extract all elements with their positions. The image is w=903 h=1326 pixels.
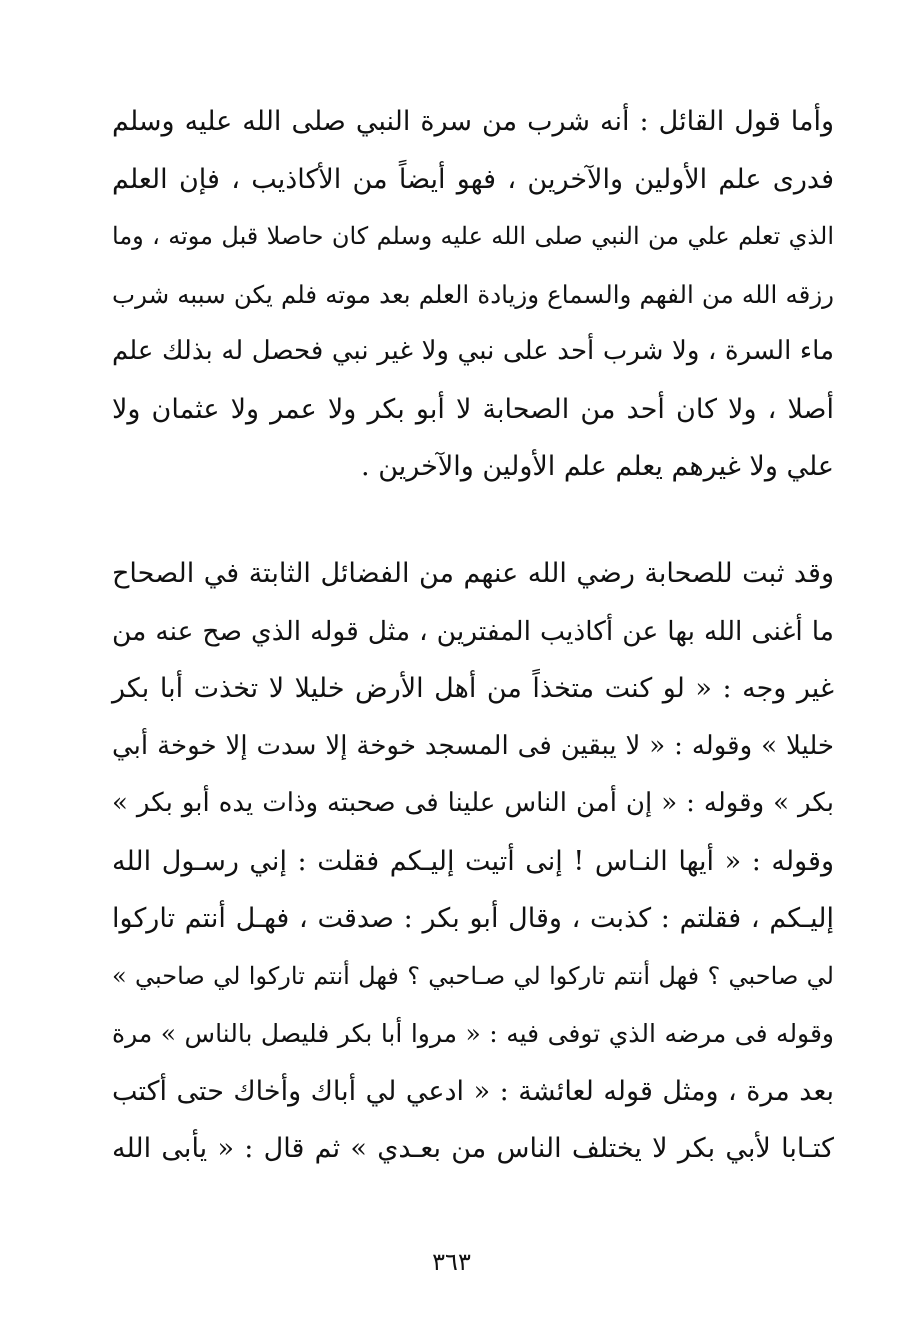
text-line: وقوله فى مرضه الذي توفى فيه : « مروا أبا بكر فليصل بالناس » مرة	[112, 1019, 834, 1048]
text-line: كتـابا لأبي بكر لا يختلف الناس من بعـدي » ثم قال : « يأبى الله	[112, 1133, 834, 1164]
text-line: إليـكم ، فقلتم : كذبت ، وقال أبو بكر : صدقت ، فهـل أنتم تاركوا	[112, 903, 834, 934]
text-line: ما أغنى الله بها عن أكاذيب المفترين ، مثل قوله الذي صح عنه من	[112, 615, 834, 647]
text-line: خليلا » وقوله : « لا يبقين فى المسجد خوخة إلا سدت إلا خوخة أبي	[112, 730, 834, 761]
text-line: بعد مرة ، ومثل قوله لعائشة : « ادعي لي أباك وأخاك حتى أكتب	[112, 1075, 834, 1107]
text-line: ماء السرة ، ولا شرب أحد على نبي ولا غير نبي فحصل له بذلك علم	[112, 336, 834, 366]
text-line: فدرى علم الأولين والآخرين ، فهو أيضاً من الأكاذيب ، فإن العلم	[112, 163, 834, 195]
text-line: لي صاحبي ؟ فهل أنتم تاركوا لي صـاحبي ؟ فهل أنتم تاركوا لي صاحبي »	[112, 961, 834, 990]
text-line: وقوله : « أيها النـاس ! إنى أتيت إليـكم فقلت : إني رسـول الله	[112, 845, 834, 877]
text-line: بكر » وقوله : « إن أمن الناس علينا فى صحبته وذات يده أبو بكر »	[112, 788, 834, 818]
text-line: وأما قول القائل : أنه شرب من سرة النبي صلى الله عليه وسلم	[112, 106, 834, 137]
text-line: وقد ثبت للصحابة رضي الله عنهم من الفضائل الثابتة في الصحاح	[112, 558, 834, 589]
paragraph-2	[112, 545, 834, 1178]
text-line: غير وجه : « لو كنت متخذاً من أهل الأرض خليلا لا تخذت أبا بكر	[112, 673, 834, 704]
text-line: الذي تعلم علي من النبي صلى الله عليه وسلم كان حاصلا قبل موته ، وما	[112, 222, 834, 250]
paragraph-1	[112, 93, 834, 496]
text-line: رزقه الله من الفهم والسماع وزيادة العلم بعد موته فلم يكن سببه شرب	[112, 279, 834, 309]
text-line: أصلا ، ولا كان أحد من الصحابة لا أبو بكر ولا عمر ولا عثمان ولا	[112, 393, 834, 425]
text-line: علي ولا غيرهم يعلم علم الأولين والآخرين .	[361, 451, 834, 482]
page-number: ٣٦٣	[432, 1248, 471, 1276]
